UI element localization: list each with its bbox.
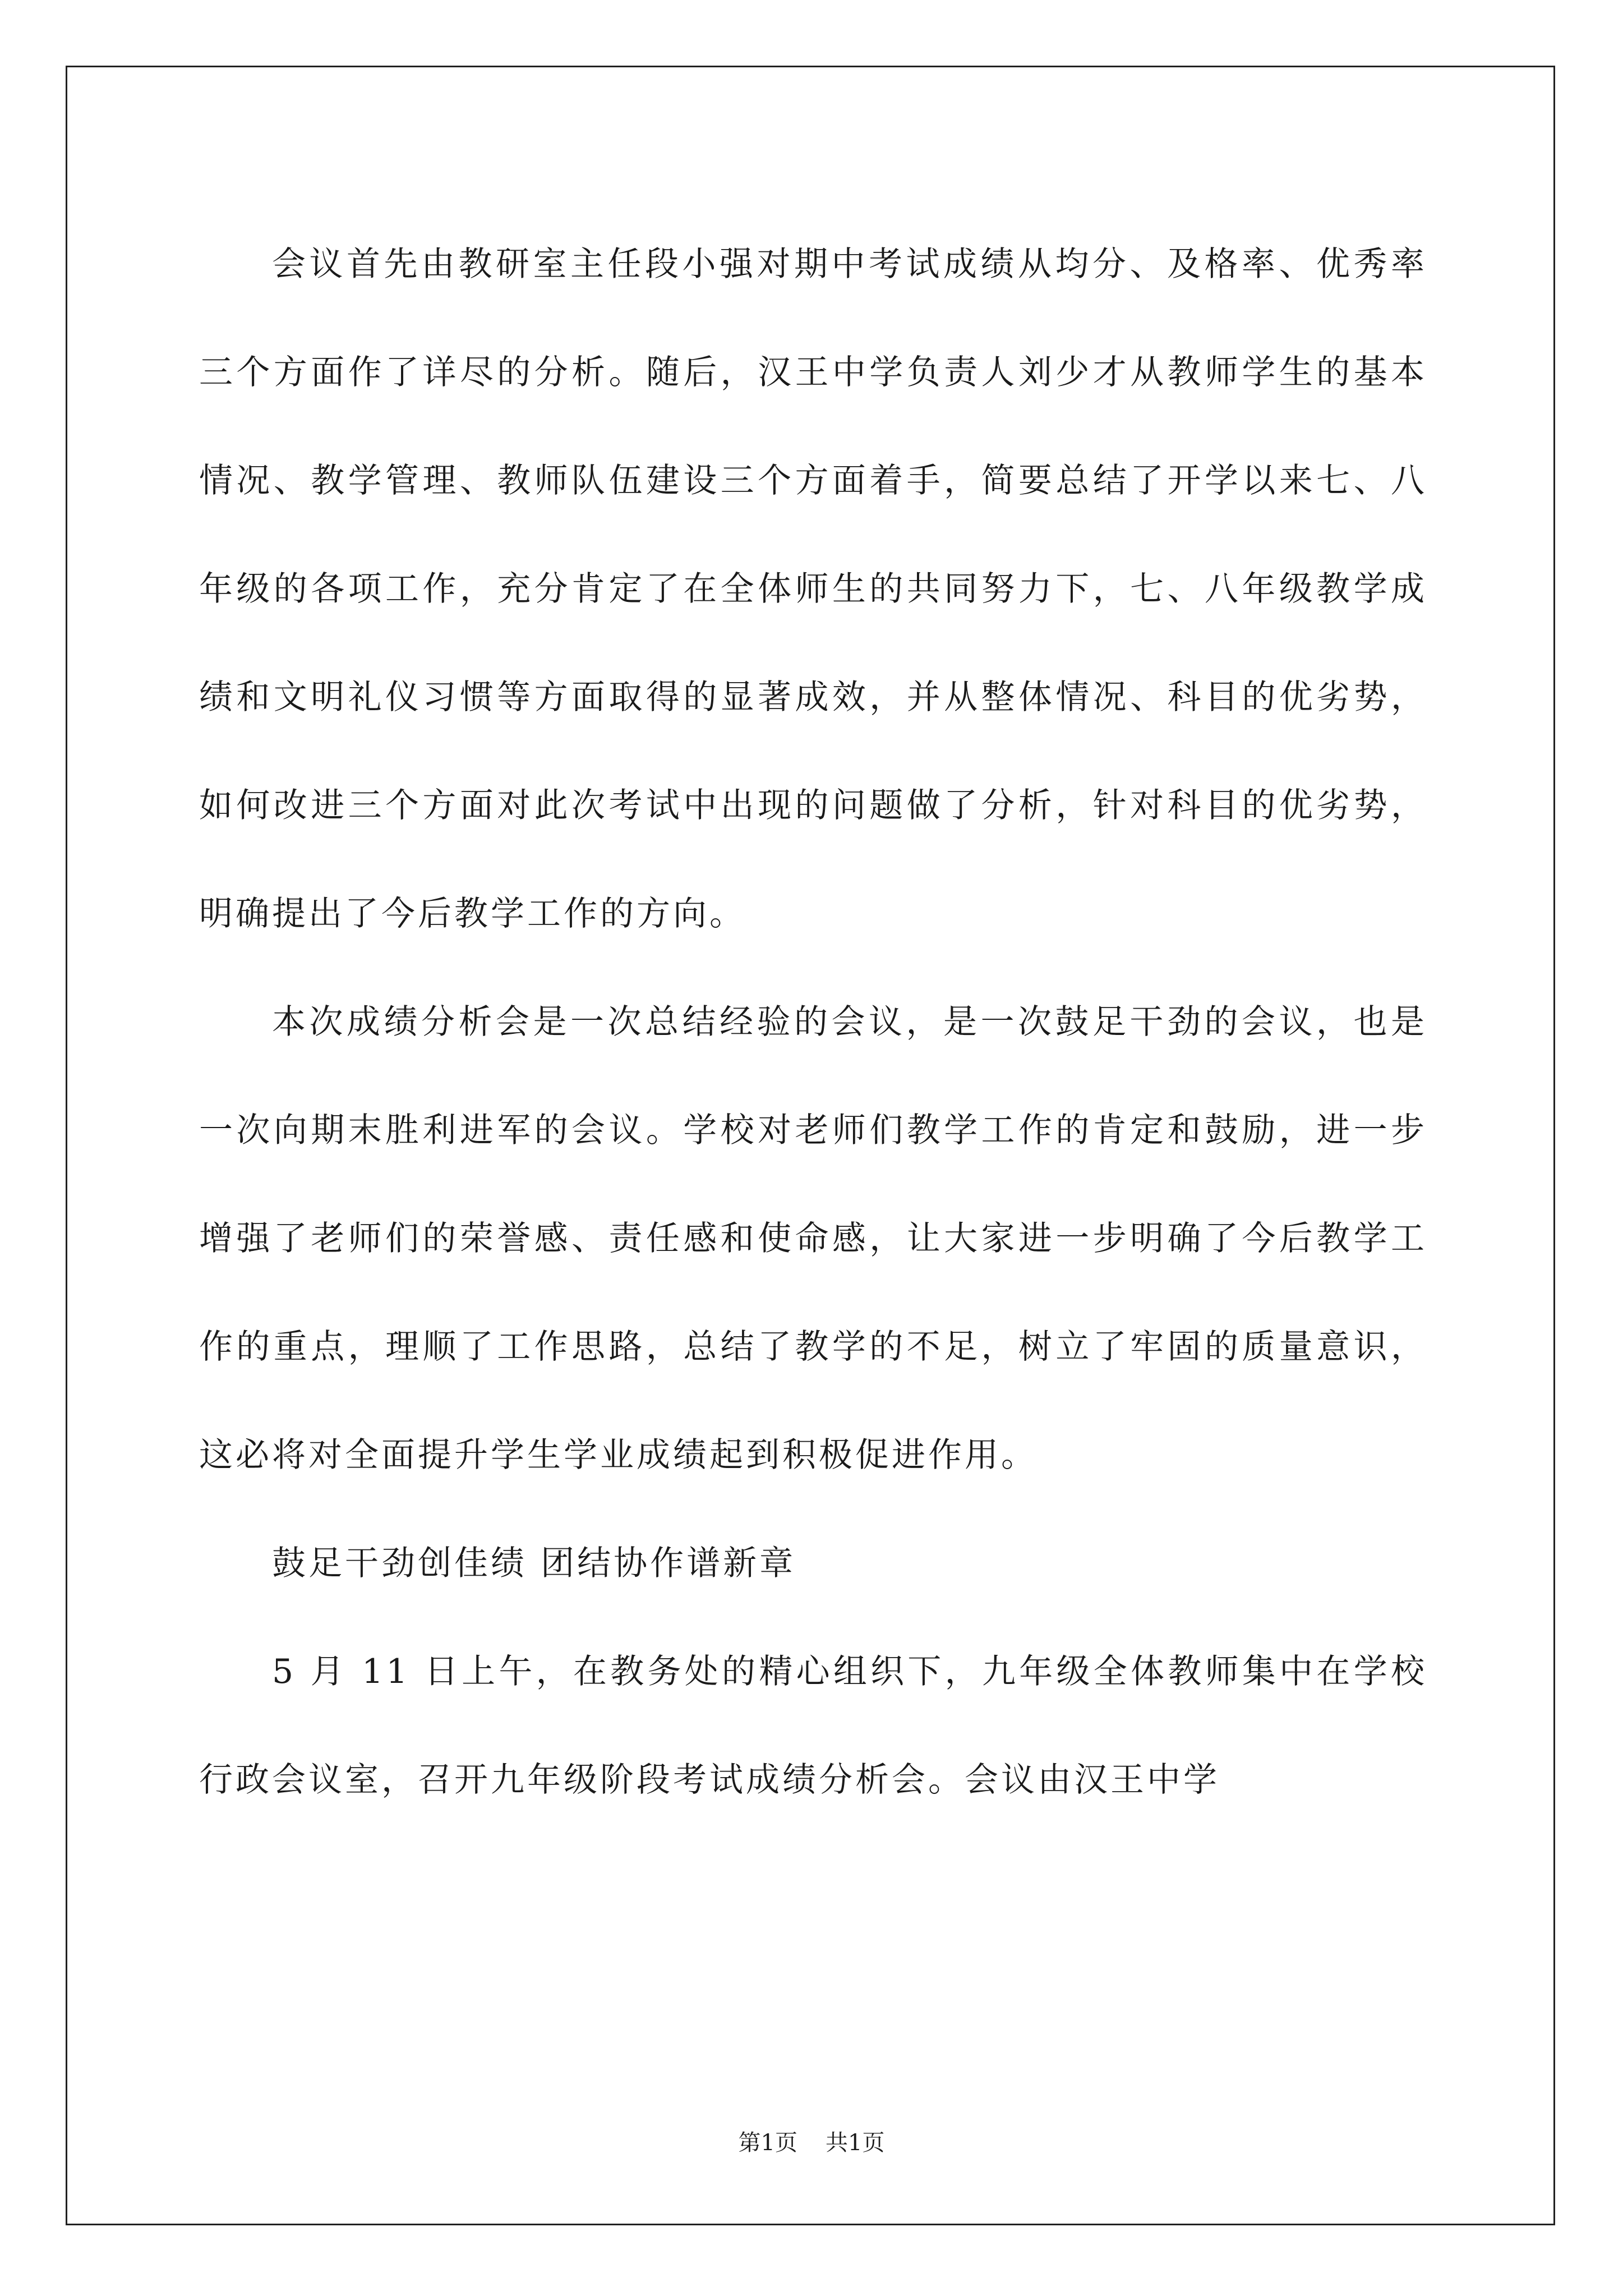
- paragraph: 本次成绩分析会是一次总结经验的会议，是一次鼓足干劲的会议，也是一次向期末胜利进军的会议。学校对老师们教学工作的肯定和鼓励，进一步增强了老师们的荣誉感、责任感和使命感，让大家进一步明确了今后教学工作的重点，理顺了工作思路，总结了教学的不足，树立了牢固的质量意识，这必将对全面提升学生学业成绩起到积极促进作用。: [199, 1002, 1427, 1475]
- page-footer: [0, 2126, 1623, 2160]
- paragraph: 会议首先由教研室主任段小强对期中考试成绩从均分、及格率、优秀率三个方面作了详尽的分析。随后，汉王中学负责人刘少才从教师学生的基本情况、教学管理、教师队伍建设三个方面着手，简要总结了开学以来七、八年级的各项工作，充分肯定了在全体师生的共同努力下，七、八年级教学成绩和文明礼仪习惯等方面取得的显著成效，并从整体情况、科目的优劣势，如何改进三个方面对此次考试中出现的问题做了分析，针对科目的优劣势，明确提出了今后教学工作的方向。: [199, 245, 1427, 933]
- page-number: 第1页: [738, 2130, 797, 2156]
- document-body: [199, 210, 1427, 1834]
- paragraph: 5 月 11 日上午，在教务处的精心组织下，九年级全体教师集中在学校行政会议室，召开九年级阶段考试成绩分析会。会议由汉王中学: [199, 1652, 1427, 1800]
- page-total: 共1页: [826, 2130, 885, 2156]
- section-heading: 鼓足干劲创佳绩 团结协作谱新章: [272, 1544, 796, 1583]
